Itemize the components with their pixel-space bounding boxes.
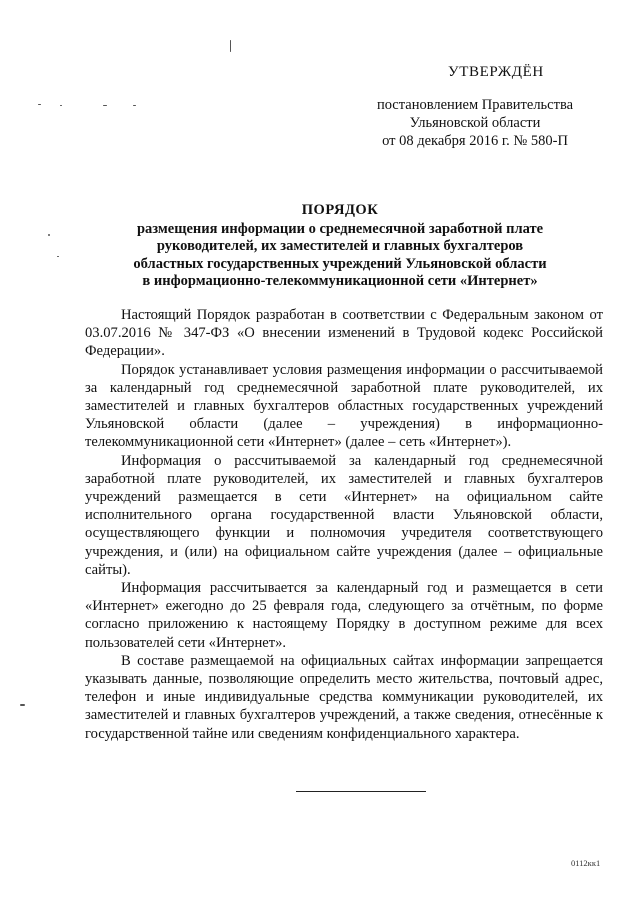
scan-artifact (38, 104, 41, 105)
approval-line-3: от 08 декабря 2016 г. № 580-П (382, 133, 568, 149)
scan-artifact (133, 105, 136, 106)
scan-artifact (48, 234, 50, 236)
paragraph: Настоящий Порядок разработан в соответствии с Федеральным законом от 03.07.2016 № 347-ФЗ «О внесении изменений в Трудовой кодекс Российской Федерации». (85, 307, 603, 360)
paragraph: Информация о рассчитываемой за календарный год среднемесячной заработной плате руководителей, их заместителей и главных бухгалтеров учреждений размещается в сети «Интернет» на официальном сайте исполнительного органа государственной власти Ульяновской области, осуществляющего функции и полномочия учредителя соответствующего учреждения, и (или) на официальном сайте учреждения (далее – официальные сайты). (85, 452, 603, 578)
scan-artifact (57, 256, 59, 257)
document-heading (90, 202, 590, 291)
footer-code: 0112кк1 (571, 858, 601, 868)
heading-line-2: руководителей, их заместителей и главных бухгалтеров (156, 238, 524, 254)
scan-artifact (103, 105, 107, 106)
approval-title: УТВЕРЖДЁН (448, 64, 544, 80)
heading-line-3: областных государственных учреждений Ульяновской области (133, 255, 547, 272)
approval-line-2: Ульяновской области (409, 115, 541, 131)
heading-line-4: в информационно-телекоммуникационной сети «Интернет» (142, 273, 538, 289)
document-body (85, 306, 603, 743)
scan-artifact (230, 40, 231, 52)
paragraph: Порядок устанавливает условия размещения информации о рассчитываемой за календарный год среднемесячной заработной плате руководителей, их заместителей и главных бухгалтеров областных государственных учреждений Ульяновской области (далее – учреждения) в информационно-телекоммуникационной сети «Интернет» (далее – сеть «Интернет»). (85, 361, 603, 451)
paragraph: В составе размещаемой на официальных сайтах информации запрещается указывать данные, позволяющие определить место жительства, почтовый адрес, телефон и иные индивидуальные средства коммуникации руководителей, их заместителей и главных бухгалтеров учреждений, а также сведения, отнесённые к государственной тайне или сведениям конфиденциального характера. (85, 652, 603, 742)
scan-artifact (20, 704, 25, 706)
scan-artifact (60, 105, 62, 106)
approval-line-1: постановлением Правительства (376, 97, 574, 113)
paragraph: Информация рассчитывается за календарный год и размещается в сети «Интернет» ежегодно до 25 февраля года, следующего за отчётным, по форме согласно приложению к настоящему Порядку в доступном режиме для всех пользователей сети «Интернет». (85, 580, 603, 651)
document-title: ПОРЯДОК (301, 202, 379, 218)
heading-line-1: размещения информации о среднемесячной заработной плате (136, 220, 544, 237)
end-separator-line (296, 791, 426, 792)
